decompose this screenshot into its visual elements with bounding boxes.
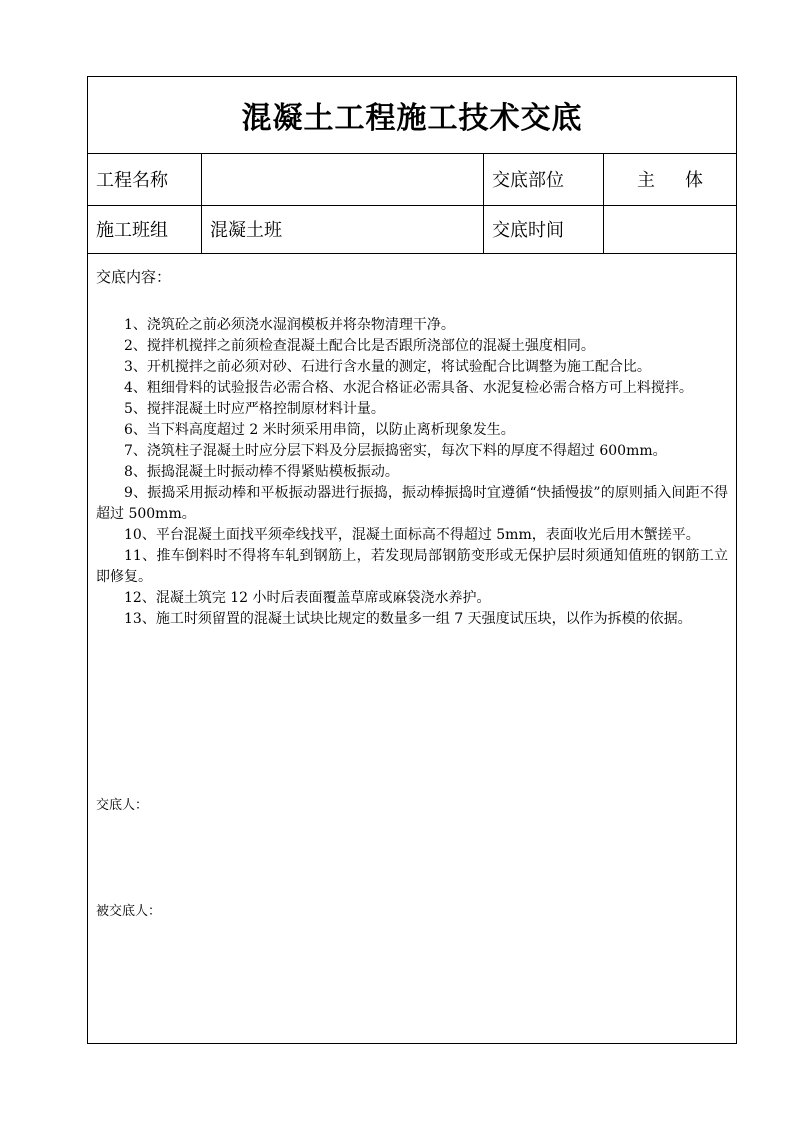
receiver-label: 被交底人： [96, 904, 162, 919]
info-row-1 [88, 153, 736, 206]
list-item: 7、浇筑柱子混凝土时应分层下料及分层振捣密实，每次下料的厚度不得超过 600mm。 [124, 443, 667, 459]
project-name-value [202, 153, 484, 205]
list-item: 10、平台混凝土面找平须牵线找平，混凝土面标高不得超过 5mm，表面收光后用木蟹搓平。 [124, 527, 700, 543]
list-item: 9、振捣采用振动棒和平板振动器进行振捣，振动棒振捣时宜遵循“快插慢拔”的原则插入间距不得超过 500mm。 [96, 485, 728, 522]
content-heading: 交底内容： [96, 268, 172, 286]
project-name-label: 工程名称 [88, 153, 202, 205]
list-item: 12、混凝土筑完 12 小时后表面覆盖草席或麻袋浇水养护。 [124, 590, 491, 606]
list-item: 6、当下料高度超过 2 米时须采用串筒，以防止离析现象发生。 [124, 422, 515, 438]
list-item: 11、推车倒料时不得将车轧到钢筋上，若发现局部钢筋变形或无保护层时须通知值班的钢筋工立即修复。 [96, 548, 728, 585]
list-item: 2、搅拌机搅拌之前须检查混凝土配合比是否跟所浇部位的混凝土强度相同。 [124, 338, 595, 354]
info-row-2 [88, 205, 736, 254]
time-label: 交底时间 [484, 205, 604, 253]
position-value: 主体 [637, 170, 733, 191]
title-row [88, 77, 736, 154]
list-item: 8、振捣混凝土时振动棒不得紧贴模板振动。 [124, 464, 399, 480]
position-label: 交底部位 [484, 153, 604, 205]
document-title: 混凝土工程施工技术交底 [241, 101, 583, 136]
document-table [87, 76, 737, 1044]
list-item: 13、施工时须留置的混凝土试块比规定的数量多一组 7 天强度试压块，以作为拆模的依据。 [124, 611, 692, 627]
time-value [604, 205, 736, 253]
signer-label: 交底人： [96, 798, 149, 813]
list-item: 4、粗细骨料的试验报告必需合格、水泥合格证必需具备、水泥复检必需合格方可上料搅拌。 [124, 380, 693, 396]
content-section [88, 254, 736, 1044]
team-label: 施工班组 [88, 205, 202, 253]
list-item: 1、浇筑砼之前必须浇水湿润模板并将杂物清理干净。 [124, 317, 455, 333]
list-item: 3、开机搅拌之前必须对砂、石进行含水量的测定，将试验配合比调整为施工配合比。 [124, 359, 651, 375]
list-item: 5、搅拌混凝土时应严格控制原材料计量。 [124, 401, 385, 417]
team-value: 混凝土班 [202, 205, 484, 253]
